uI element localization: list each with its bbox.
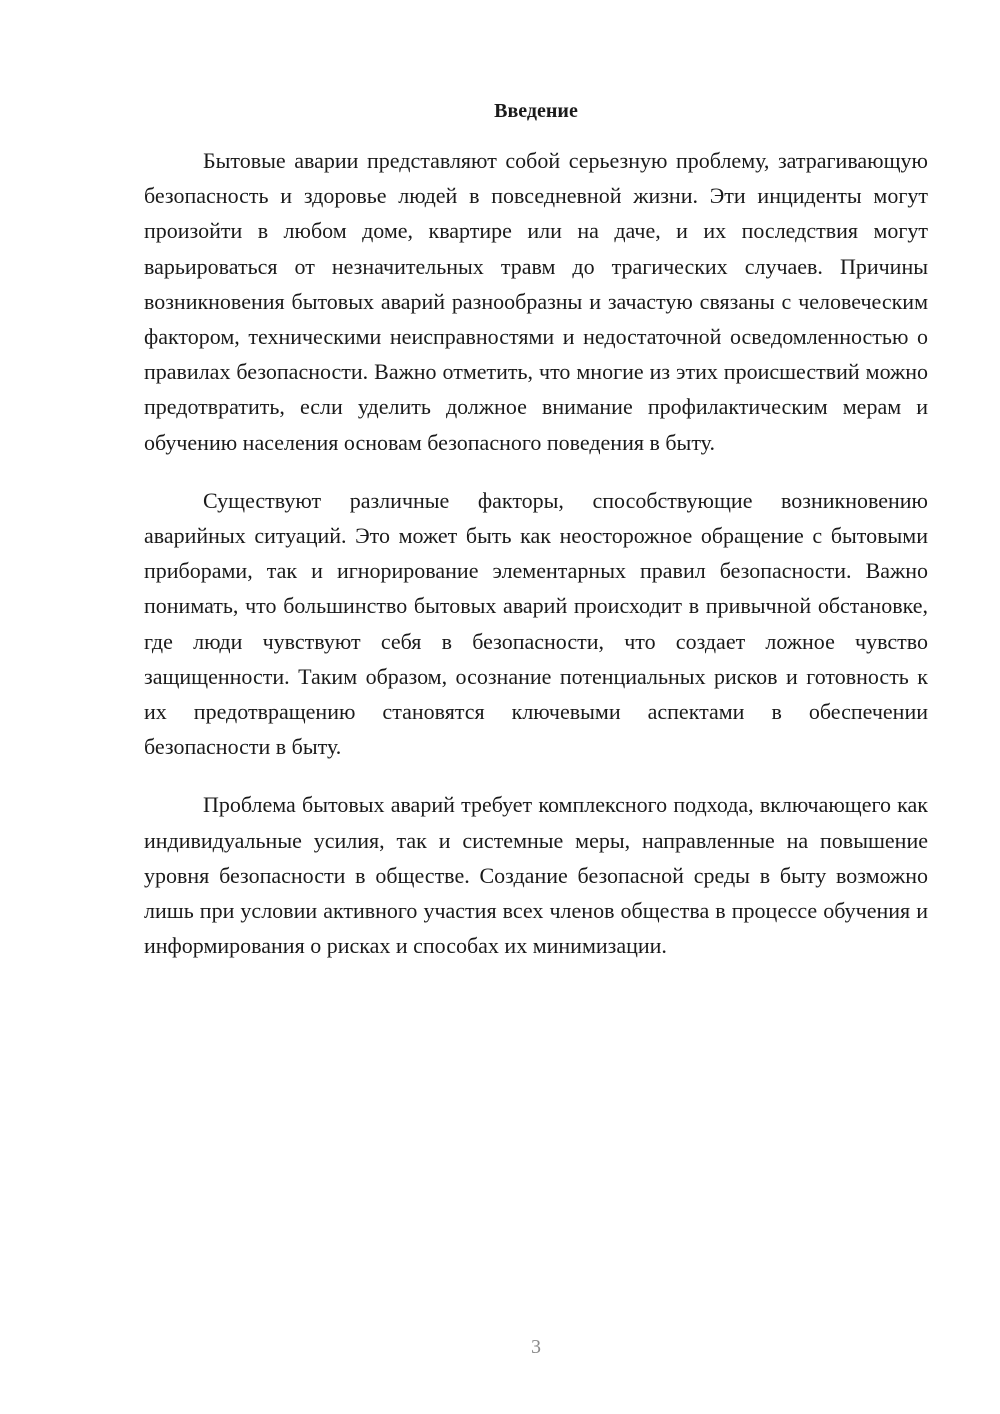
paragraph-1: Бытовые аварии представляют собой серьезную проблему, затрагивающую безопасность и здоровье людей в повседневной жизни. Эти инциденты могут произойти в любом доме, квартире или на даче, и их последствия могут варьироваться от незначительных травм до трагических случаев. Причины возникновения бытовых аварий разнообразны и зачастую связаны с человеческим фактором, техническими неисправностями и недостаточной осведомленностью о правилах безопасности. Важно отметить, что многие из этих происшествий можно предотвратить, если уделить должное внимание профилактическим мерам и обучению населения основам безопасного поведения в быту. (144, 148, 928, 455)
body-text (144, 143, 928, 986)
page-number: 3 (531, 1336, 541, 1358)
paragraph-2: Существуют различные факторы, способствующие возникновению аварийных ситуаций. Это может быть как неосторожное обращение с бытовыми приборами, так и игнорирование элементарных правил безопасности. Важно понимать, что большинство бытовых аварий происходит в привычной обстановке, где люди чувствуют себя в безопасности, что создает ложное чувство защищенности. Таким образом, осознание потенциальных рисков и готовность к их предотвращению становятся ключевыми аспектами в обеспечении безопасности в быту. (144, 487, 928, 760)
page-heading: Введение (494, 100, 578, 122)
paragraph-3: Проблема бытовых аварий требует комплексного подхода, включающего как индивидуальные усилия, так и системные меры, направленные на повышение уровня безопасности в обществе. Создание безопасной среды в быту возможно лишь при условии активного участия всех членов общества в процессе обучения и информирования о рисках и способах их минимизации. (144, 792, 928, 959)
